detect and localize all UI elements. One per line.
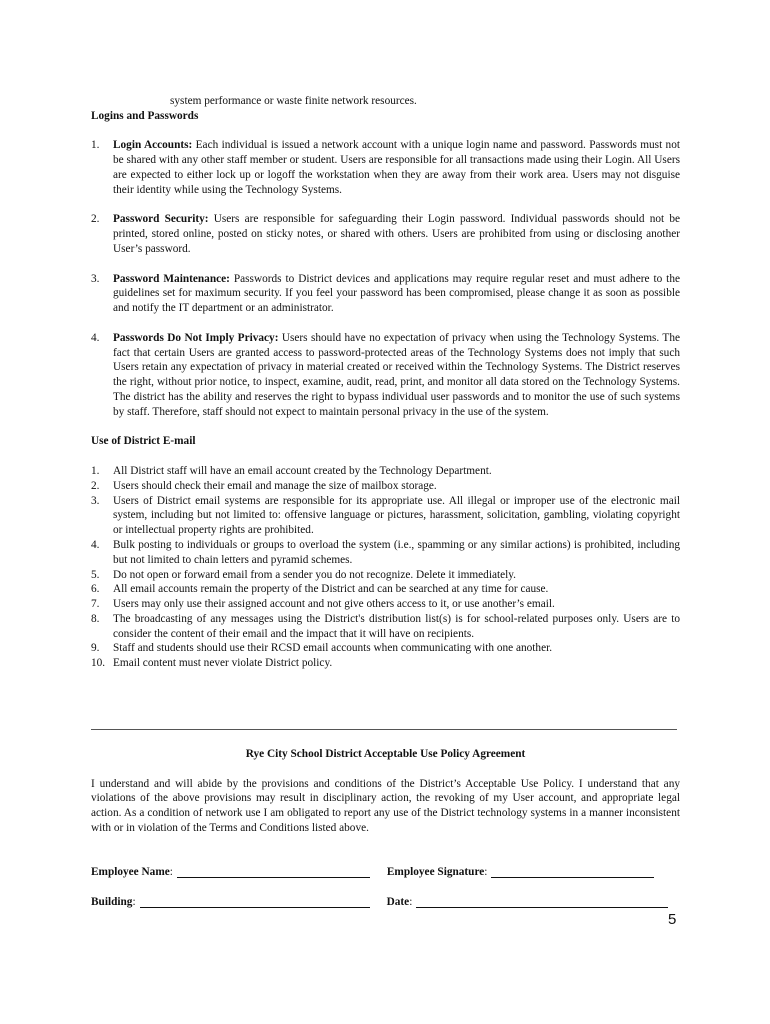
section-divider xyxy=(91,729,677,730)
list-item: 6. All email accounts remain the property of the District and can be searched at any time for cause. xyxy=(91,583,549,596)
list-item: 7. Users may only use their assigned account and not give others access to it, or use another’s email. xyxy=(91,598,555,611)
list-item: 2. Users should check their email and manage the size of mailbox storage. xyxy=(91,479,437,492)
email-heading: Use of District E-mail xyxy=(91,435,196,448)
employee-name-field[interactable] xyxy=(177,866,370,878)
list-item: 3. Password Maintenance: Passwords to District devices and applications may require regular reset and must adhere to the guidelines set for maximum security. If you feel your password has been compromised, please change it as soon as possible and notify the IT department or an administrator. xyxy=(91,272,680,315)
building-label: Building xyxy=(91,896,133,908)
list-item: 10. Email content must never violate District policy. xyxy=(91,657,333,670)
building-field[interactable] xyxy=(140,896,370,908)
list-item: 4. Passwords Do Not Imply Privacy: Users should have no expectation of privacy when using the Technology Systems. The fact that certain Users are granted access to password-protected areas of the Technology Systems does not imply that such Users retain any expectation of privacy in material created or received within the Technology Systems. The District reserves the right, without prior notice, to inspect, examine, audit, read, print, and monitor all data stored on the Technology Systems. The district has the ability and reserves the right to bypass individual user passwords and to monitor the use of such systems by staff. Therefore, staff should not expect to maintain personal privacy in the use of the system. xyxy=(91,331,680,418)
list-item: 2. Password Security: Users are responsible for safeguarding their Login password. Individual passwords should not be printed, stored online, posted on sticky notes, or shared with others. Users are prohibited from using or disclosing another User’s password. xyxy=(91,213,680,255)
list-item: 3. Users of District email systems are responsible for its appropriate use. All illegal or improper use of the electronic mail system, including but not limited to: offensive language or pictures, harassment, solicitation, gambling, violating copyright or intellectual property rights are prohibited. xyxy=(91,494,680,537)
intro-continuation: system performance or waste finite network resources. xyxy=(170,95,417,107)
page-number: 5 xyxy=(668,911,677,928)
list-item: 1. All District staff will have an email account created by the Technology Department. xyxy=(91,464,492,477)
list-item: 4. Bulk posting to individuals or groups to overload the system (i.e., spamming or any similar actions) is prohibited, including but not limited to chain letters and pyramid schemes. xyxy=(91,538,680,566)
agreement-section xyxy=(91,747,680,836)
list-item: 1. Login Accounts: Each individual is issued a network account with a unique login name and password. Passwords must not be shared with any other staff member or student. Users are responsible for all transactions made using their Login. All Users are expected to either lock up or logoff the workstation when they are away from their work area. Users may not disguise their identity while using the Technology Systems. xyxy=(91,139,680,196)
logins-list xyxy=(91,138,680,419)
list-item: 9. Staff and students should use their RCSD email accounts when communicating with one another. xyxy=(91,642,553,655)
list-item: 8. The broadcasting of any messages using the District's distribution list(s) is for school-related purposes only. Users are to consider the content of their email and the impact that it will have on recipients. xyxy=(91,612,680,640)
signature-fields: Employee Name : Employee Signature : Building : Date : xyxy=(91,866,680,926)
policy-body xyxy=(91,94,680,671)
employee-signature-label: Employee Signature xyxy=(386,866,485,878)
logins-heading: Logins and Passwords xyxy=(91,109,199,122)
date-label: Date xyxy=(386,896,410,908)
agreement-title: Rye City School District Acceptable Use Policy Agreement xyxy=(245,748,526,760)
date-field[interactable] xyxy=(416,896,668,908)
employee-signature-field[interactable] xyxy=(491,866,654,878)
employee-name-label: Employee Name xyxy=(91,866,170,878)
agreement-text: I understand and will abide by the provisions and conditions of the District’s Acceptable Use Policy. I understand that any violations of the above provisions may result in disciplinary action, the revoking of my User account, and appropriate legal action. As a condition of network use I am obligated to report any use of the District technology systems in a manner inconsistent with or in violation of the Terms and Conditions listed above. xyxy=(91,777,680,834)
list-item: 5. Do not open or forward email from a sender you do not recognize. Delete it immediately. xyxy=(91,568,516,581)
email-list xyxy=(91,464,680,671)
